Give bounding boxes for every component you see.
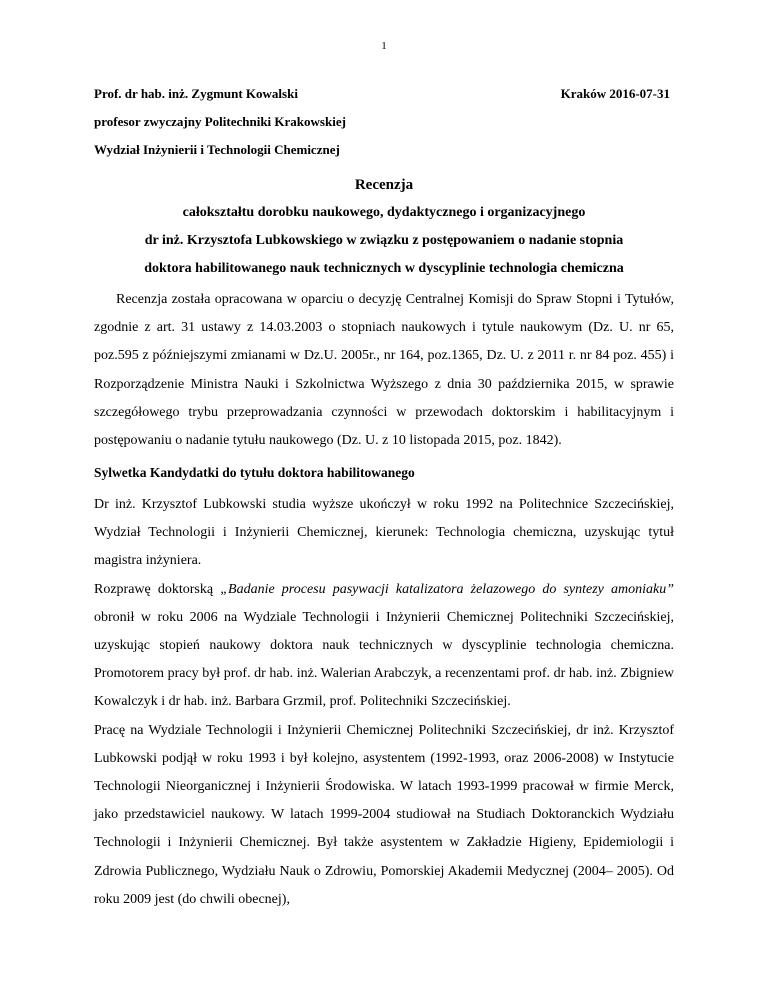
candidate-paragraph-3: Pracę na Wydziale Technologii i Inżynierii Chemicznej Politechniki Szczecińskiej, dr inż. Krzysztof Lubkowski podjął w roku 1993 i był kolejno, asystentem (1992-1993, oraz 2006-2008) w Instytucie Technologii Nieorganicznej i Inżynierii Środowiska. W latach 1993-1999 pracował w firmie Merck, jako przedstawiciel naukowy. W latach 1999-2004 studiował na Studiach Doktoranckich Wydziału Technologii i Inżynierii Chemicznej. Był także asystentem w Zakładzie Higieny, Epidemiologii i Zdrowia Publicznego, Wydziału Nauk o Zdrowiu, Pomorskiej Akademii Medycznej (2004– 2005). Od roku 2009 jest (do chwili obecnej), (94, 722, 674, 907)
page-number: 1 (381, 40, 387, 52)
review-title-block (94, 177, 674, 289)
candidate-section (94, 491, 674, 914)
author-name: Prof. dr hab. inż. Zygmunt Kowalski (94, 86, 298, 101)
author-faculty: Wydział Inżynierii i Technologii Chemicznej (94, 142, 340, 157)
candidate-paragraph-2 (94, 576, 674, 717)
author-position: profesor zwyczajny Politechniki Krakowskiej (94, 114, 346, 129)
review-subtitle-line3: doktora habilitowanego nauk technicznych w dyscyplinie technologia chemiczna (144, 261, 624, 276)
intro-paragraph: Recenzja została opracowana w oparciu o decyzję Centralnej Komisji do Spraw Stopni i Tytułów, zgodnie z art. 31 ustawy z 14.03.2003 o stopniach naukowych i tytule naukowym (Dz. U. nr 65, poz.595 z późniejszymi zmianami w Dz.U. 2005r., nr 164, poz.1365, Dz. U. z 2011 r. nr 84 poz. 455) i Rozporządzenie Ministra Nauki i Szkolnictwa Wyższego z dnia 30 października 2015, w sprawie szczegółowego trybu przeprowadzania czynności w przewodach doktorskim i habilitacyjnym i postępowaniu o nadanie tytułu naukowego (Dz. U. z 10 listopada 2015, poz. 1842). (94, 292, 674, 449)
place-date: Kraków 2016-07-31 (560, 86, 670, 101)
review-title: Recenzja (354, 177, 414, 193)
intro-section (94, 286, 674, 455)
review-subtitle-line2: dr inż. Krzysztofa Lubkowskiego w związku z postępowaniem o nadanie stopnia (144, 233, 624, 248)
thesis-prefix: Rozprawę doktorską (94, 581, 221, 597)
review-subtitle-line1: całokształtu dorobku naukowego, dydaktycznego i organizacyjnego (182, 205, 586, 220)
section-heading: Sylwetka Kandydatki do tytułu doktora habilitowanego (94, 465, 415, 480)
thesis-title: „Badanie procesu pasywacji katalizatora żelazowego do syntezy amoniaku” (220, 581, 675, 597)
thesis-suffix: obronił w roku 2006 na Wydziale Technologii i Inżynierii Chemicznej Politechniki Szczecińskiej, uzyskując stopień naukowy doktora nauk technicznych w dyscyplinie technologia chemiczna. Promotorem pracy był prof. dr hab. inż. Walerian Arabczyk, a recenzentami prof. dr hab. inż. Zbigniew Kowalczyk i dr hab. inż. Barbara Grzmil, prof. Politechniki Szczecińskiej. (94, 609, 674, 710)
candidate-paragraph-1: Dr inż. Krzysztof Lubkowski studia wyższe ukończył w roku 1992 na Politechnice Szczecińskiej, Wydział Technologii i Inżynierii Chemicznej, kierunek: Technologia chemiczna, uzyskując tytuł magistra inżyniera. (94, 497, 674, 569)
